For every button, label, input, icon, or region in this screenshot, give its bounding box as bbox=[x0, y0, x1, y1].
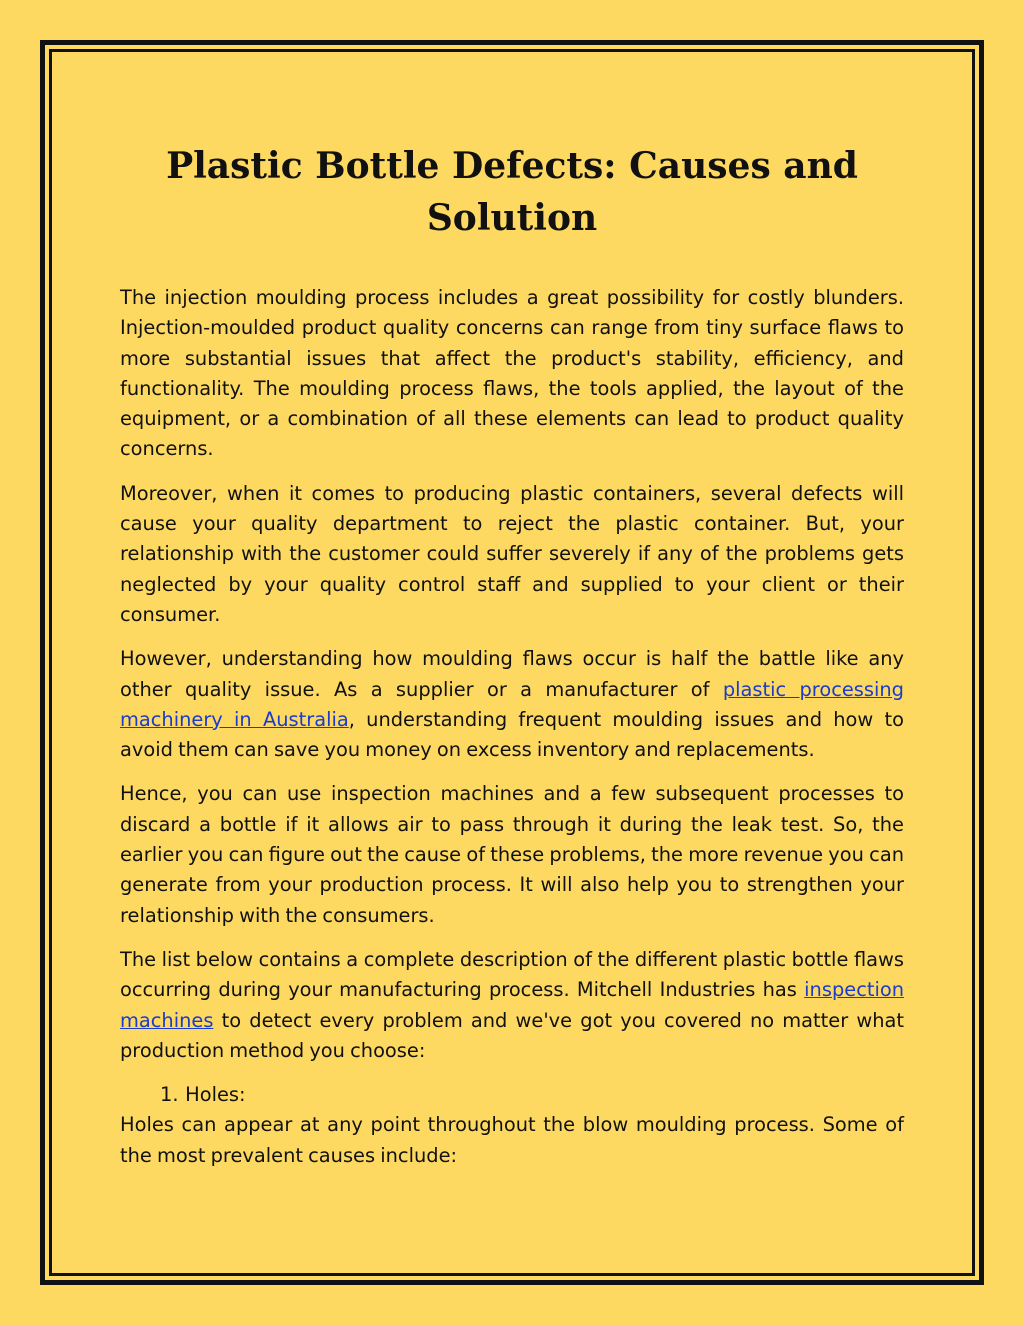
paragraph-understanding bbox=[120, 644, 904, 765]
paragraph-text: to detect every problem and we've got you covered no matter what production method you choose: bbox=[120, 1008, 904, 1062]
plastic-processing-machinery-link[interactable]: plastic processing machinery in Australia bbox=[120, 677, 904, 731]
list-number: 1. bbox=[160, 1083, 179, 1107]
paragraph-holes: Holes can appear at any point throughout the blow moulding process. Some of the most prevalent causes include: bbox=[120, 1113, 904, 1167]
article-body bbox=[120, 283, 904, 1185]
paragraph-text: , understanding frequent moulding issues and how to avoid them can save you money on excess inventory and replacements. bbox=[120, 707, 904, 762]
paragraph-list-intro bbox=[120, 945, 904, 1066]
inspection-machines-link[interactable]: inspection machines bbox=[120, 978, 904, 1032]
list-label: Holes: bbox=[185, 1083, 246, 1107]
paragraph-containers: Moreover, when it comes to producing plastic containers, several defects will cause your quality department to reject the plastic container. But, your relationship with the customer could suffer severely if any of the problems gets neglected by your quality control staff and supplied to your client or their consumer. bbox=[120, 481, 904, 626]
paragraph-inspection: Hence, you can use inspection machines and a few subsequent processes to discard a bottle if it allows air to pass through it during the leak test. So, the earlier you can figure out the cause of these problems, the more revenue you can generate from your production process. It will also help you to strengthen your relationship with the consumers. bbox=[120, 782, 904, 927]
list-item-holes bbox=[120, 1080, 904, 1110]
paragraph-text: However, understanding how moulding flaws occur is half the battle like any other quality issue. As a supplier or a manufacturer of bbox=[120, 647, 904, 701]
paragraph-text: The list below contains a complete description of the different plastic bottle flaws occurring during your manufacturing process. Mitchell Industries has bbox=[120, 947, 904, 1002]
paragraph-intro: The injection moulding process includes a great possibility for costly blunders. Injection-moulded product quality concerns can range from tiny surface flaws to more substantial issues that affect the product's stability, efficiency, and functionality. The moulding process flaws, the tools applied, the layout of the equipment, or a combination of all these elements can lead to product quality concerns. bbox=[120, 286, 904, 461]
page-title: Plastic Bottle Defects: Causes and Solution bbox=[166, 145, 858, 239]
